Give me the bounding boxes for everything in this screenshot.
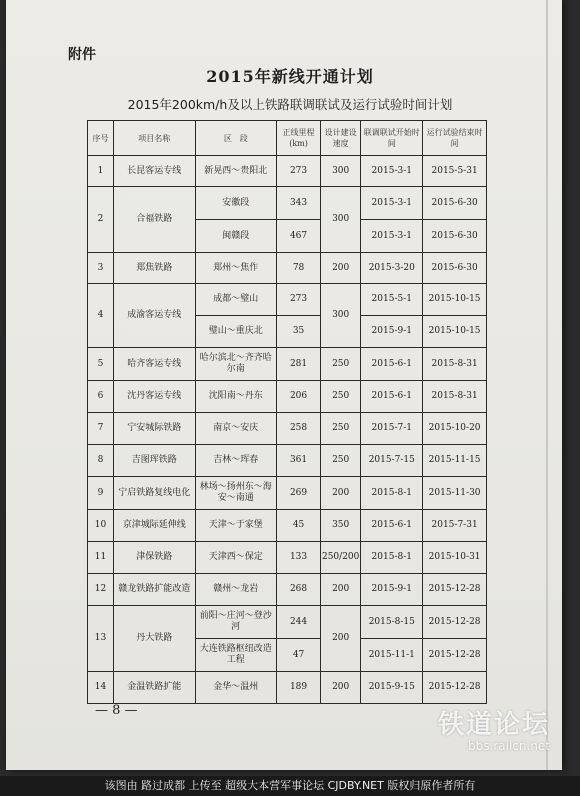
cell-speed: 250: [320, 348, 360, 381]
cell-speed: 200: [320, 477, 360, 510]
header-section: 区 段: [195, 121, 277, 156]
cell-end: 2015-10-31: [423, 542, 487, 574]
cell-start: 2015-9-15: [361, 672, 423, 704]
cell-section: 安徽段: [195, 187, 277, 220]
table-row: [88, 284, 487, 316]
cell-speed: 250/200: [320, 542, 360, 574]
cell-length: 268: [277, 574, 321, 606]
cell-start: 2015-8-15: [361, 606, 423, 639]
table-row: [88, 672, 487, 704]
cell-length: 47: [277, 639, 321, 672]
cell-speed: 250: [320, 445, 360, 477]
cell-speed: 200: [320, 253, 360, 284]
cell-length: 258: [277, 413, 321, 445]
cell-end: 2015-11-15: [423, 445, 487, 477]
cell-length: 273: [277, 156, 321, 187]
page-title: 2015年新线开通计划: [206, 67, 374, 86]
cell-name: 赣龙铁路扩能改造: [113, 574, 195, 606]
table-row: [88, 156, 487, 187]
cell-length: 35: [277, 316, 321, 348]
table-row: [88, 542, 487, 574]
cell-start: 2015-5-1: [361, 284, 423, 316]
cell-section: 璧山～重庆北: [195, 316, 277, 348]
cell-name: 金温铁路扩能: [113, 672, 195, 704]
cell-section: 南京～安庆: [195, 413, 277, 445]
cell-start: 2015-3-1: [361, 220, 423, 253]
cell-end: 2015-10-20: [423, 413, 487, 445]
cell-length: 269: [277, 477, 321, 510]
cell-section: 天津西～保定: [195, 542, 277, 574]
cell-length: 467: [277, 220, 321, 253]
cell-section: 林场～扬州东～海安～南通: [195, 477, 277, 510]
cell-end: 2015-7-31: [423, 510, 487, 542]
table-row: [88, 413, 487, 445]
cell-section: 金华～温州: [195, 672, 277, 704]
cell-start: 2015-6-1: [361, 381, 423, 413]
cell-no: 14: [88, 672, 114, 704]
cell-no: 2: [88, 187, 114, 253]
cell-end: 2015-6-30: [423, 253, 487, 284]
cell-name: 成渝客运专线: [113, 284, 195, 348]
cell-start: 2015-11-1: [361, 639, 423, 672]
cell-name: 宁安城际铁路: [113, 413, 195, 445]
cell-start: 2015-8-1: [361, 542, 423, 574]
cell-section: 郑州～焦作: [195, 253, 277, 284]
table-row: [88, 348, 487, 381]
cell-no: 1: [88, 156, 114, 187]
cell-start: 2015-7-1: [361, 413, 423, 445]
table-row: [88, 253, 487, 284]
cell-no: 3: [88, 253, 114, 284]
cell-start: 2015-3-1: [361, 156, 423, 187]
header-trial-end: 运行试验结束时间: [423, 121, 487, 156]
footer-credit: 该图由 路过成都 上传至 超级大本营军事论坛 CJDBY.NET 版权归原作者所有: [0, 776, 580, 796]
cell-no: 4: [88, 284, 114, 348]
cell-end: 2015-8-31: [423, 381, 487, 413]
cell-end: 2015-10-15: [423, 284, 487, 316]
table-row: [88, 606, 487, 639]
cell-section: 大连铁路枢纽改造工程: [195, 639, 277, 672]
cell-start: 2015-9-1: [361, 574, 423, 606]
cell-no: 7: [88, 413, 114, 445]
cell-name: 丹大铁路: [113, 606, 195, 672]
cell-section: 成都～璧山: [195, 284, 277, 316]
cell-speed: 300: [320, 156, 360, 187]
cell-start: 2015-3-20: [361, 253, 423, 284]
table-row: [88, 477, 487, 510]
cell-length: 361: [277, 445, 321, 477]
schedule-table: [87, 120, 487, 704]
cell-section: 新晃西～贵阳北: [195, 156, 277, 187]
cell-length: 78: [277, 253, 321, 284]
cell-name: 长昆客运专线: [113, 156, 195, 187]
cell-name: 宁启铁路复线电化: [113, 477, 195, 510]
cell-section: 闽赣段: [195, 220, 277, 253]
cell-speed: 250: [320, 381, 360, 413]
cell-length: 281: [277, 348, 321, 381]
cell-start: 2015-6-1: [361, 510, 423, 542]
cell-no: 12: [88, 574, 114, 606]
page-number: — 8 —: [95, 703, 138, 718]
cell-length: 206: [277, 381, 321, 413]
cell-no: 10: [88, 510, 114, 542]
cell-end: 2015-6-30: [423, 187, 487, 220]
cell-end: 2015-11-30: [423, 477, 487, 510]
cell-end: 2015-5-31: [423, 156, 487, 187]
cell-no: 11: [88, 542, 114, 574]
cell-end: 2015-12-28: [423, 639, 487, 672]
cell-no: 6: [88, 381, 114, 413]
cell-speed: 300: [320, 187, 360, 253]
cell-speed: 200: [320, 606, 360, 672]
cell-speed: 200: [320, 672, 360, 704]
cell-section: 哈尔滨北～齐齐哈尔南: [195, 348, 277, 381]
cell-no: 9: [88, 477, 114, 510]
cell-length: 189: [277, 672, 321, 704]
cell-end: 2015-6-30: [423, 220, 487, 253]
cell-section: 吉林～珲春: [195, 445, 277, 477]
cell-section: 天津～于家堡: [195, 510, 277, 542]
cell-length: 45: [277, 510, 321, 542]
cell-name: 京津城际延伸线: [113, 510, 195, 542]
table-row: [88, 574, 487, 606]
cell-start: 2015-7-15: [361, 445, 423, 477]
cell-start: 2015-9-1: [361, 316, 423, 348]
cell-end: 2015-8-31: [423, 348, 487, 381]
cell-name: 合福铁路: [113, 187, 195, 253]
cell-speed: 350: [320, 510, 360, 542]
cell-end: 2015-10-15: [423, 316, 487, 348]
cell-end: 2015-12-28: [423, 606, 487, 639]
cell-section: 赣州～龙岩: [195, 574, 277, 606]
table-row: [88, 445, 487, 477]
cell-start: 2015-8-1: [361, 477, 423, 510]
cell-start: 2015-6-1: [361, 348, 423, 381]
header-length: 正线里程(km): [277, 121, 321, 156]
cell-name: 哈齐客运专线: [113, 348, 195, 381]
watermark-url: bbs.railcn.net: [468, 739, 550, 753]
attachment-label: 附件: [68, 47, 96, 63]
page-subtitle: 2015年200km/h及以上铁路联调联试及运行试验时间计划: [127, 97, 453, 112]
header-name: 项目名称: [113, 121, 195, 156]
table-row: [88, 510, 487, 542]
cell-end: 2015-12-28: [423, 574, 487, 606]
header-no: 序号: [88, 121, 114, 156]
header-joint-start: 联调联试开始时间: [361, 121, 423, 156]
watermark: [438, 704, 550, 753]
cell-length: 343: [277, 187, 321, 220]
cell-name: 郑焦铁路: [113, 253, 195, 284]
cell-length: 244: [277, 606, 321, 639]
page-fold: [546, 0, 548, 770]
cell-no: 13: [88, 606, 114, 672]
cell-section: 沈阳南～丹东: [195, 381, 277, 413]
cell-start: 2015-3-1: [361, 187, 423, 220]
cell-speed: 300: [320, 284, 360, 348]
cell-no: 8: [88, 445, 114, 477]
table-header-row: [88, 121, 487, 156]
watermark-title: 铁道论坛: [437, 710, 550, 740]
cell-name: 吉图珲铁路: [113, 445, 195, 477]
cell-length: 273: [277, 284, 321, 316]
cell-no: 5: [88, 348, 114, 381]
header-speed: 设计建设速度: [320, 121, 360, 156]
table-row: [88, 381, 487, 413]
cell-name: 津保铁路: [113, 542, 195, 574]
cell-name: 沈丹客运专线: [113, 381, 195, 413]
cell-speed: 200: [320, 574, 360, 606]
cell-speed: 250: [320, 413, 360, 445]
cell-length: 133: [277, 542, 321, 574]
cell-section: 前阳～庄河～登沙河: [195, 606, 277, 639]
cell-end: 2015-12-28: [423, 672, 487, 704]
table-row: [88, 187, 487, 220]
